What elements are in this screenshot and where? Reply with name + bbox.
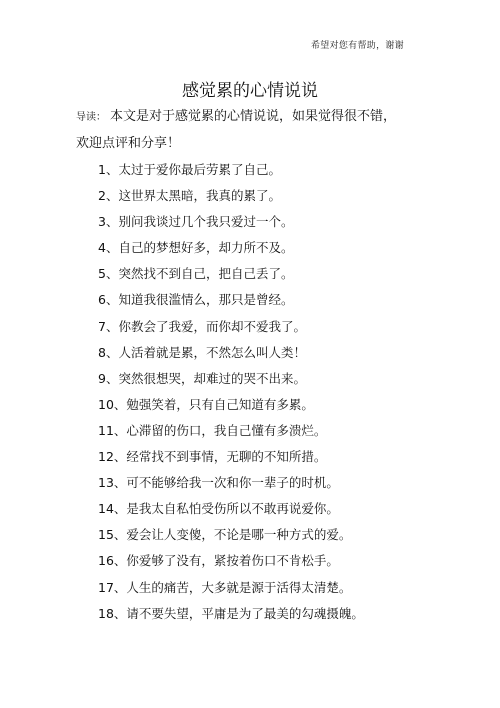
list-item-number: 8	[98, 344, 106, 360]
list-item: 13、可不能够给我一次和你一辈子的时机。	[98, 475, 339, 491]
list-item: 1、太过于爱你最后劳累了自己。	[98, 162, 281, 177]
list-item-number: 10	[98, 396, 114, 412]
list-item: 15、爱会让人变傻，不论是哪一种方式的爱。	[98, 527, 352, 543]
list-item-text: 勉强笑着，只有自己知道有多累。	[126, 396, 314, 412]
list-item-text: 知道我很滥情么，那只是曾经。	[118, 292, 294, 308]
list-item-number: 12	[98, 449, 114, 465]
list-item-text: 突然找不到自己，把自己丢了。	[118, 266, 294, 282]
list-item-text: 这世界太黑暗，我真的累了。	[118, 188, 281, 204]
list-item-number: 7	[98, 318, 106, 334]
intro-paragraph	[76, 104, 406, 157]
list-item-text: 请不要失望，平庸是为了最美的勾魂摄魄。	[126, 605, 364, 621]
list-item-number: 2	[98, 188, 106, 204]
list-item: 7、你教会了我爱，而你却不爱我了。	[98, 318, 306, 334]
list-item-number: 4	[98, 240, 106, 256]
list-item-text: 你教会了我爱，而你却不爱我了。	[118, 318, 306, 334]
document-title: 感觉累的心情说说	[182, 81, 318, 101]
list-item-number: 14	[98, 501, 114, 517]
list-item-number: 15	[98, 527, 114, 543]
list-item: 2、这世界太黑暗，我真的累了。	[98, 188, 281, 204]
list-item: 11、心滞留的伤口，我自己懂有多溃烂。	[98, 422, 327, 438]
list-item-text: 太过于爱你最后劳累了自己。	[118, 162, 281, 177]
list-item-text: 爱会让人变傻，不论是哪一种方式的爱。	[126, 527, 352, 543]
list-item-number: 1	[98, 162, 106, 177]
list-item-number: 18	[98, 605, 114, 621]
list-item-number: 13	[98, 475, 114, 491]
header-note: 希望对您有帮助，谢谢	[310, 41, 404, 51]
list-item: 3、别问我谈过几个我只爱过一个。	[98, 214, 294, 230]
quote-list	[98, 157, 364, 627]
list-item: 10、勉强笑着，只有自己知道有多累。	[98, 396, 314, 412]
list-item-text: 人活着就是累，不然怎么叫人类！	[118, 344, 306, 360]
list-item-text: 别问我谈过几个我只爱过一个。	[118, 214, 294, 230]
list-item: 8、人活着就是累，不然怎么叫人类！	[98, 344, 306, 360]
list-item: 18、请不要失望，平庸是为了最美的勾魂摄魄。	[98, 605, 364, 621]
list-item-text: 突然很想哭，却难过的哭不出来。	[118, 370, 306, 386]
list-item: 17、人生的痛苦，大多就是源于活得太清楚。	[98, 579, 352, 595]
intro-label: 导读：	[76, 112, 106, 123]
list-item-number: 6	[98, 292, 106, 308]
list-item-text: 人生的痛苦，大多就是源于活得太清楚。	[126, 579, 352, 595]
list-item-number: 11	[98, 422, 114, 438]
list-item-number: 9	[98, 370, 106, 386]
list-item: 14、是我太自私怕受伤所以不敢再说爱你。	[98, 501, 339, 517]
list-item-text: 经常找不到事情，无聊的不知所措。	[126, 449, 327, 465]
list-item: 4、自己的梦想好多，却力所不及。	[98, 240, 294, 256]
list-item-number: 17	[98, 579, 114, 595]
list-item: 9、突然很想哭，却难过的哭不出来。	[98, 370, 306, 386]
list-item-text: 你爱够了没有，紧按着伤口不肯松手。	[126, 553, 339, 569]
list-item-number: 3	[98, 214, 106, 230]
list-item-text: 心滞留的伤口，我自己懂有多溃烂。	[126, 422, 327, 438]
list-item-text: 可不能够给我一次和你一辈子的时机。	[126, 475, 339, 491]
list-item: 16、你爱够了没有，紧按着伤口不肯松手。	[98, 553, 339, 569]
list-item-text: 是我太自私怕受伤所以不敢再说爱你。	[126, 501, 339, 517]
list-item-text: 自己的梦想好多，却力所不及。	[118, 240, 294, 256]
list-item-number: 5	[98, 266, 106, 282]
list-item: 6、知道我很滥情么，那只是曾经。	[98, 292, 294, 308]
intro-text: 本文是对于感觉累的心情说说，如果觉得很不错，欢迎点评和分享！	[76, 109, 397, 151]
list-item: 12、经常找不到事情，无聊的不知所措。	[98, 449, 327, 465]
list-item: 5、突然找不到自己，把自己丢了。	[98, 266, 294, 282]
list-item-number: 16	[98, 553, 114, 569]
